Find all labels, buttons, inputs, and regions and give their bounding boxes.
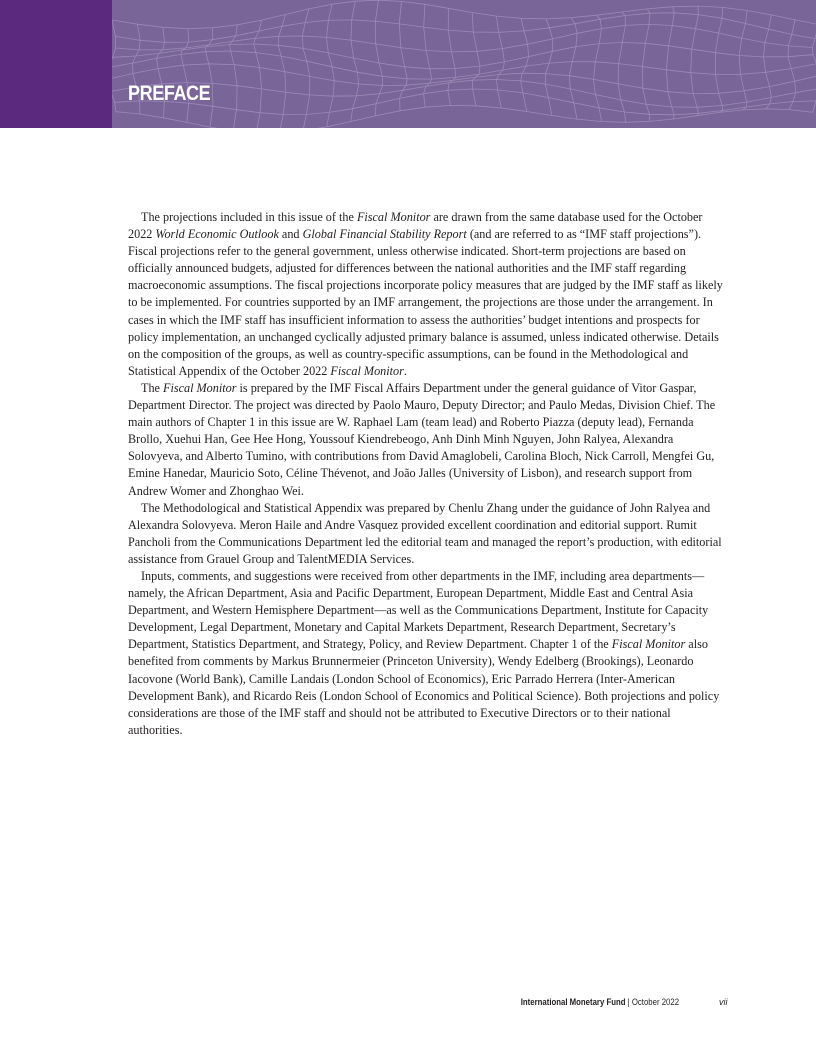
italic-title-text: Fiscal Monitor <box>330 363 404 378</box>
italic-title-text: Fiscal Monitor <box>611 637 686 652</box>
italic-title-text: Fiscal Monitor <box>163 380 237 395</box>
paragraph <box>128 568 726 739</box>
page-footer <box>0 997 816 1011</box>
footer-separator: | <box>625 997 632 1008</box>
banner-accent-block <box>0 0 112 128</box>
text-run: Inputs, comments, and suggestions were received from other departments in the IMF, including area departments—namely, the African Department, Asia and Pacific Department, European Department, Middle East and Central Asia Department, and Western Hemisphere Department—as well as the Communications Department, Institute for Capacity Development, Legal Department, Monetary and Capital Markets Department, Research Department, Secretary’s Department, Statistics Department, and Strategy, Policy, and Review Department. Chapter 1 of the <box>128 568 709 652</box>
text-run: The projections included in this issue of the <box>141 210 357 224</box>
text-run: The <box>141 380 163 395</box>
page-title: PREFACE <box>128 82 211 105</box>
paragraph <box>128 209 726 380</box>
italic-title-text: World Economic Outlook <box>155 227 279 242</box>
paragraph <box>128 500 726 568</box>
text-run: . <box>403 363 407 378</box>
footer-date: October 2022 <box>631 997 679 1008</box>
footer-publisher: International Monetary Fund <box>520 997 626 1008</box>
header-banner <box>0 0 816 128</box>
text-run: and <box>278 227 303 242</box>
text-run: is prepared by the IMF Fiscal Affairs Department under the general guidance of Vitor Gaspar, Department Director. The project was directed by Paolo Mauro, Deputy Director; and Paulo Medas, Division Chief. The main authors of Chapter 1 in this issue are W. Raphael Lam (team lead) and Roberto Piazza (deputy lead), Fernanda Brollo, Xuehui Han, Gee Hee Hong, Youssouf Kiendrebeogo, Anh Dinh Minh Nguyen, John Ralyea, Alexandra Solovyeva, and Alberto Tumino, with contributions from David Amaglobeli, Carolina Bloch, Nick Carroll, Mengfei Gu, Emine Hanedar, Mauricio Soto, Céline Thévenot, and João Jalles (University of Lisbon), and research support from Andrew Womer and Zhonghao Wei. <box>128 380 716 498</box>
paragraph <box>128 380 726 500</box>
text-run: also benefited from comments by Markus Brunnermeier (Princeton University), Wendy Edelberg (Brookings), Leonardo Iacovone (World Bank), Camille Landais (London School of Economics), Eric Parrado Herrera (Inter-American Development Bank), and Ricardo Reis (London School of Economics and Political Science). Both projections and policy considerations are those of the IMF staff and should not be attributed to Executive Directors or to their national authorities. <box>128 637 720 737</box>
text-run: are drawn from the same database used for the October 2022 <box>128 210 703 242</box>
wireframe-mesh-decoration <box>112 0 816 128</box>
footer-credit <box>521 997 679 1008</box>
text-run: (and are referred to as “IMF staff projections”). Fiscal projections refer to the general government, unless otherwise indicated. Short-term projections are based on officially announced budgets, adjusted for differences between the national authorities and the IMF staff regarding macroeconomic assumptions. The fiscal projections incorporate policy measures that are judged by the IMF staff as likely to be implemented. For countries supported by an IMF arrangement, the projections are those under the arrangement. In cases in which the IMF staff has insufficient information to assess the authorities’ budget intentions and prospects for policy implementation, an unchanged cyclically adjusted primary balance is assumed, unless indicated otherwise. Details on the composition of the groups, as well as country-specific assumptions, can be found in the Methodological and Statistical Appendix of the October 2022 <box>128 227 723 378</box>
page-number: vii <box>719 997 728 1007</box>
text-run: The Methodological and Statistical Appendix was prepared by Chenlu Zhang under the guidance of John Ralyea and Alexandra Solovyeva. Meron Haile and Andre Vasquez provided excellent coordination and editorial support. Rumit Pancholi from the Communications Department led the editorial team and managed the report’s production, with editorial assistance from Grauel Group and TalentMEDIA Services. <box>128 500 722 566</box>
preface-body <box>128 209 726 739</box>
italic-title-text: Fiscal Monitor <box>356 210 431 224</box>
italic-title-text: Global Financial Stability Report <box>302 227 467 242</box>
